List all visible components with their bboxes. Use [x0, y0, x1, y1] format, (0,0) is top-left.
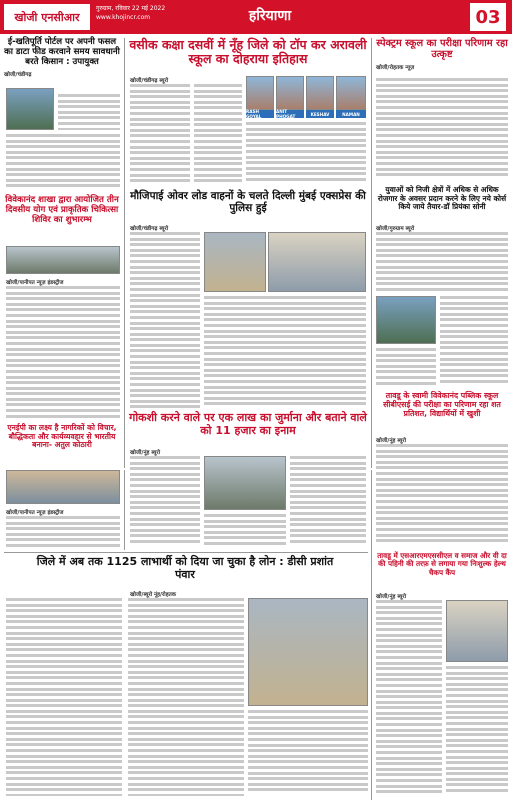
photo-name-tag: KESHAV	[306, 110, 334, 118]
article-body	[194, 84, 242, 184]
headline: स्पेक्ट्रम स्कूल का परीक्षा परिणाम रहा उत्कृष्ट	[376, 38, 508, 61]
headline: एनईपी का लक्ष्य है नागरिकों को विचार, बौद्धिकता और कार्यव्यवहार से भारतीय बनाना- अतुल कोठारी	[7, 423, 117, 450]
article-left-mid	[4, 196, 120, 226]
article-photo	[268, 232, 366, 292]
column-rule	[124, 38, 125, 468]
photo-name-tag: RASH GOYAL	[246, 110, 274, 118]
article-right-top	[376, 38, 508, 73]
article-photo	[248, 598, 368, 706]
column-rule	[124, 470, 125, 550]
article-photo	[6, 88, 54, 130]
article-right-bottom	[376, 552, 508, 577]
byline: खोजी/रोहतक न्यूज़	[376, 64, 415, 71]
byline: खोजी/गुरुग्राम ब्यूरो	[376, 226, 415, 232]
article-body	[130, 232, 200, 408]
column-rule	[371, 470, 372, 800]
student-photo	[276, 76, 304, 110]
page-number: 03	[470, 3, 506, 31]
article-right-mid	[376, 186, 508, 212]
article-body	[290, 456, 366, 548]
section-title: हरियाणा	[248, 8, 292, 24]
byline: खोजी/चंडीगढ़	[4, 71, 32, 78]
byline: खोजी/ब्यूरो नूंह/रोहतक	[130, 592, 176, 598]
article-body	[376, 348, 436, 386]
photo-name-tag: NAMAN	[336, 110, 366, 118]
photo-name-tag: ANIT PHOGAT	[276, 110, 304, 118]
article-right-low	[376, 392, 508, 419]
headline: वसीक कक्षा दसवीं में नूँह जिले को टॉप कर अरावली स्कूल का दोहराया इतिहास	[129, 37, 367, 67]
article-body	[204, 514, 286, 548]
article-body	[6, 134, 120, 190]
headline: जिले में अब तक 1125 लाभार्थी को दिया जा चुका है लोन : डीसी प्रशांत पंवार	[36, 555, 334, 581]
headline: गोकशी करने वाले पर एक लाख का जुर्माना और बताने वाले को 11 हजार का इनाम	[129, 411, 367, 437]
headline: मौजिपाई ओवर लोड वाहनों के चलते दिल्ली मुंबई एक्सप्रेस की पुलिस हुई	[130, 190, 366, 215]
student-photo	[246, 76, 274, 110]
article-body	[130, 456, 200, 548]
byline: खोजी/नूंह ब्यूरो	[376, 594, 407, 600]
article-body	[246, 122, 366, 184]
byline: खोजी/नूंह ब्यूरो	[376, 438, 407, 444]
article-photo	[376, 296, 436, 344]
byline: खोजी/चंडीगढ़ ब्यूरो	[130, 226, 169, 232]
byline: खोजी/चंडीगढ़ ब्यूरो	[130, 78, 169, 84]
article-body	[6, 286, 120, 420]
article-body	[376, 444, 508, 548]
article-body	[376, 78, 508, 178]
article-body	[6, 516, 120, 550]
article-body	[128, 598, 244, 796]
article-center-top	[128, 38, 368, 67]
article-photo	[6, 246, 120, 274]
article-photo	[446, 600, 508, 662]
article-body	[376, 232, 508, 294]
article-body	[204, 296, 366, 408]
article-body	[248, 710, 368, 796]
article-body	[6, 598, 122, 796]
student-photo	[306, 76, 334, 110]
article-body	[376, 600, 442, 796]
student-photo	[336, 76, 366, 110]
article-left-bottom	[30, 556, 340, 581]
edition-site: www.khojincr.com	[96, 14, 151, 21]
article-center-mid	[128, 190, 368, 214]
headline: ई-खतिपूर्ति पोर्टल पर अपनी फसल का डाटा फीड करवाने समय सावधानी बरते किसान : उपायुक्त	[4, 37, 120, 67]
headline: तावडू में एसआरएमएससीएल व समाज और वी दा की पहिनी की तरफ़ से लगाया गया निःशुल्क हेल्थ चैकप कैंप	[377, 551, 507, 577]
masthead	[0, 0, 512, 34]
article-body	[130, 84, 190, 184]
headline: युवाओं को निजी क्षेत्रों में अधिक से अधिक रोजगार के अवसर प्रदान करने के लिए नये कोर्स किये जाये तैयार-डॉ प्रियंका सोनी	[377, 185, 507, 212]
article-body	[440, 296, 508, 386]
article-photo	[204, 456, 286, 510]
article-body	[446, 666, 508, 796]
edition-date: गुरुग्राम, रविवार 22 मई 2022	[96, 5, 166, 12]
headline: विवेकानंद शाखा द्वारा आयोजित तीन दिवसीय योग एवं प्राकृतिक चिकित्सा शिविर का शुभारम्भ	[5, 195, 119, 225]
byline: खोजी/पानीपत न्यूज़ इंडस्ट्रीज	[6, 510, 64, 516]
headline: तावडू के स्वामी विवेकानंद पब्लिक स्कूल सीबीएसई की परीक्षा का परिणाम रहा शत प्रतिशत, विद्यार्थियों में खुशी	[383, 391, 501, 418]
article-center-low	[128, 412, 368, 437]
article-body	[58, 94, 120, 130]
byline: खोजी/नूंह ब्यूरो	[130, 450, 161, 456]
article-photo	[6, 470, 120, 504]
article-left-top	[4, 38, 120, 80]
brand-logo: खोजी एनसीआर	[4, 4, 90, 30]
article-photo	[204, 232, 266, 292]
column-rule	[371, 38, 372, 468]
article-left-low	[4, 424, 120, 450]
section-rule	[4, 552, 368, 553]
byline: खोजी/पानीपत न्यूज़ इंडस्ट्रीज	[6, 280, 64, 286]
